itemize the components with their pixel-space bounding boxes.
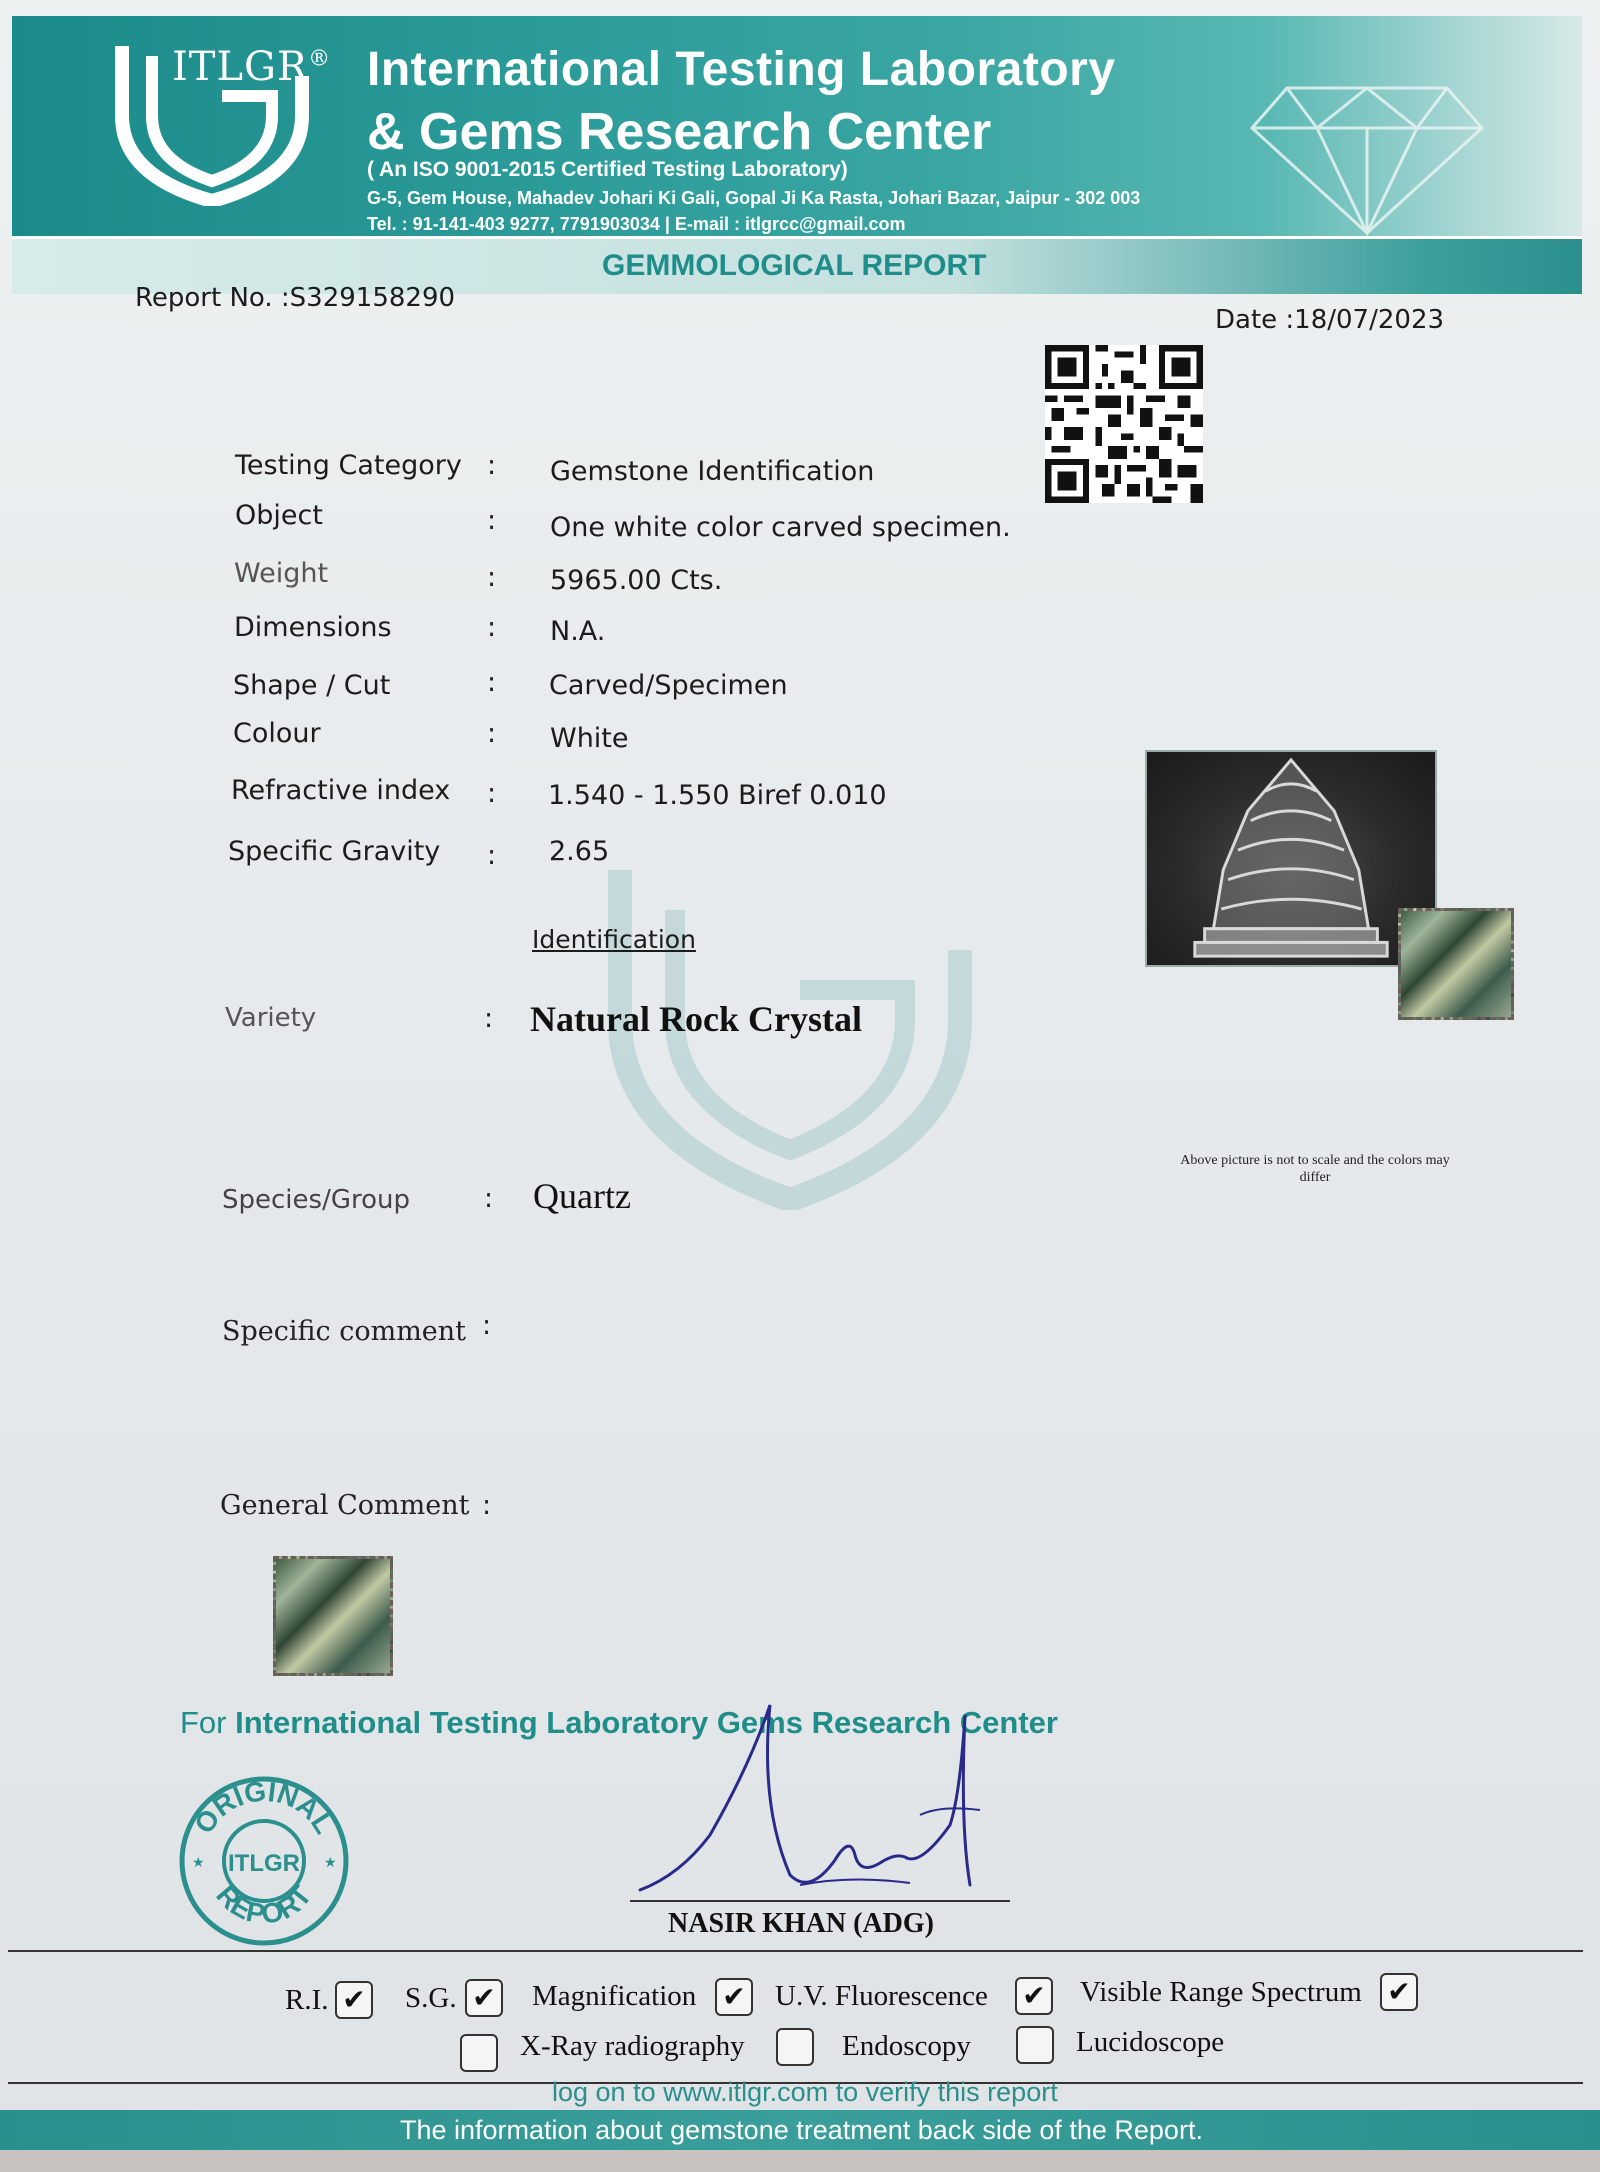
label-specific-gravity: Specific Gravity bbox=[228, 836, 441, 867]
colon: : bbox=[482, 1310, 492, 1341]
original-report-stamp-icon bbox=[178, 1775, 350, 1947]
diamond-icon bbox=[1247, 78, 1487, 238]
verify-link-text[interactable]: log on to www.itlgr.com to verify this report bbox=[552, 2077, 1058, 2107]
label-shape-cut: Shape / Cut bbox=[233, 670, 391, 701]
test-label-visible-range-spectrum: Visible Range Spectrum bbox=[1080, 1976, 1362, 2008]
value-shape-cut: Carved/Specimen bbox=[549, 670, 788, 701]
lab-name-line1: International Testing Laboratory bbox=[367, 43, 1116, 96]
test-label-uv-fluorescence: U.V. Fluorescence bbox=[775, 1980, 988, 2012]
footer-band bbox=[0, 2110, 1600, 2150]
lab-address: G-5, Gem House, Mahadev Johari Ki Gali, Gopal Ji Ka Rasta, Johari Bazar, Jaipur - 302 003 bbox=[367, 188, 1141, 208]
label-general-comment: General Comment bbox=[220, 1490, 470, 1521]
value-testing-category: Gemstone Identification bbox=[550, 456, 875, 487]
test-label-sg: S.G. bbox=[405, 1982, 457, 2014]
specimen-photo bbox=[1145, 750, 1437, 967]
test-label-ri: R.I. bbox=[285, 1984, 329, 2016]
stamp-bottom-text: REPORT bbox=[210, 1879, 318, 1930]
checkbox-uv-fluorescence[interactable]: ✔ bbox=[1015, 1977, 1053, 2015]
colon: : bbox=[487, 450, 497, 481]
checkbox-ri[interactable]: ✔ bbox=[335, 1981, 373, 2019]
checkbox-endoscopy[interactable] bbox=[776, 2028, 814, 2066]
for-organization-line: For International Testing Laboratory Gems Research Center bbox=[180, 1705, 1058, 1740]
signatory-name: NASIR KHAN (ADG) bbox=[668, 1908, 934, 1939]
iso-certification: ( An ISO 9001-2015 Certified Testing Laboratory) bbox=[367, 158, 848, 181]
colon: : bbox=[484, 1183, 494, 1214]
colon: : bbox=[487, 612, 497, 643]
colon: : bbox=[487, 778, 497, 809]
report-type-title: GEMMOLOGICAL REPORT bbox=[602, 249, 987, 282]
value-weight: 5965.00 Cts. bbox=[550, 565, 723, 596]
svg-text:REPORT bbox=[210, 1879, 317, 1929]
colon: : bbox=[484, 1003, 494, 1034]
label-variety: Variety bbox=[225, 1003, 317, 1033]
signature-icon bbox=[620, 1685, 1020, 1905]
label-refractive-index: Refractive index bbox=[231, 775, 451, 806]
signature-line bbox=[630, 1900, 1010, 1902]
divider bbox=[8, 1950, 1583, 1952]
hologram-sticker-icon bbox=[1398, 908, 1514, 1020]
value-variety: Natural Rock Crystal bbox=[530, 999, 862, 1039]
report-header bbox=[12, 16, 1582, 254]
checkbox-lucidoscope[interactable] bbox=[1016, 2026, 1054, 2064]
label-weight: Weight bbox=[234, 558, 329, 589]
lab-contact: Tel. : 91-141-403 9277, 7791903034 | E-mail : itlgrcc@gmail.com bbox=[367, 214, 906, 234]
qr-code-icon[interactable] bbox=[1045, 345, 1203, 503]
report-date: Date :18/07/2023 bbox=[1215, 305, 1445, 335]
value-dimensions: N.A. bbox=[550, 616, 606, 647]
svg-text:ORIGINAL bbox=[188, 1775, 340, 1839]
label-specific-comment: Specific comment bbox=[222, 1316, 467, 1347]
label-object: Object bbox=[235, 500, 323, 531]
value-refractive-index: 1.540 - 1.550 Biref 0.010 bbox=[548, 780, 887, 811]
carved-crystal-icon bbox=[1147, 752, 1435, 965]
value-specific-gravity: 2.65 bbox=[549, 836, 610, 867]
identification-heading: Identification bbox=[532, 925, 696, 954]
logo-text: ITLGR® bbox=[172, 44, 332, 90]
bottom-edge bbox=[0, 2150, 1600, 2172]
value-colour: White bbox=[550, 723, 629, 754]
colon: : bbox=[487, 840, 497, 871]
colon: : bbox=[487, 718, 497, 749]
checkbox-visible-range-spectrum[interactable]: ✔ bbox=[1380, 1973, 1418, 2011]
treatment-note: The information about gemstone treatment back side of the Report. bbox=[400, 2115, 1203, 2145]
colon: : bbox=[487, 667, 497, 698]
checkbox-magnification[interactable]: ✔ bbox=[715, 1978, 753, 2016]
label-species-group: Species/Group bbox=[222, 1185, 410, 1215]
test-label-x-ray-radiography: X-Ray radiography bbox=[520, 2030, 745, 2062]
checkbox-x-ray-radiography[interactable] bbox=[460, 2034, 498, 2072]
value-species-group: Quartz bbox=[533, 1176, 631, 1216]
test-label-magnification: Magnification bbox=[532, 1980, 697, 2012]
test-label-lucidoscope: Lucidoscope bbox=[1076, 2026, 1225, 2058]
label-dimensions: Dimensions bbox=[234, 612, 392, 643]
report-number: Report No. :S329158290 bbox=[135, 283, 456, 313]
colon: : bbox=[487, 505, 497, 536]
value-object: One white color carved specimen. bbox=[550, 512, 1011, 543]
checkbox-sg[interactable]: ✔ bbox=[465, 1979, 503, 2017]
svg-text:★: ★ bbox=[192, 1855, 205, 1871]
test-label-endoscopy: Endoscopy bbox=[842, 2030, 971, 2062]
stamp-mid-text: ITLGR bbox=[228, 1850, 300, 1877]
stamp-top-text: ORIGINAL bbox=[188, 1775, 341, 1840]
photo-caption: Above picture is not to scale and the colors may differ bbox=[1180, 1153, 1450, 1185]
colon: : bbox=[487, 562, 497, 593]
label-colour: Colour bbox=[233, 718, 321, 749]
colon: : bbox=[482, 1490, 492, 1521]
lab-name-line2: & Gems Research Center bbox=[367, 103, 992, 161]
label-testing-category: Testing Category bbox=[235, 450, 462, 481]
svg-text:★: ★ bbox=[324, 1855, 337, 1871]
hologram-sticker-icon bbox=[273, 1556, 393, 1676]
